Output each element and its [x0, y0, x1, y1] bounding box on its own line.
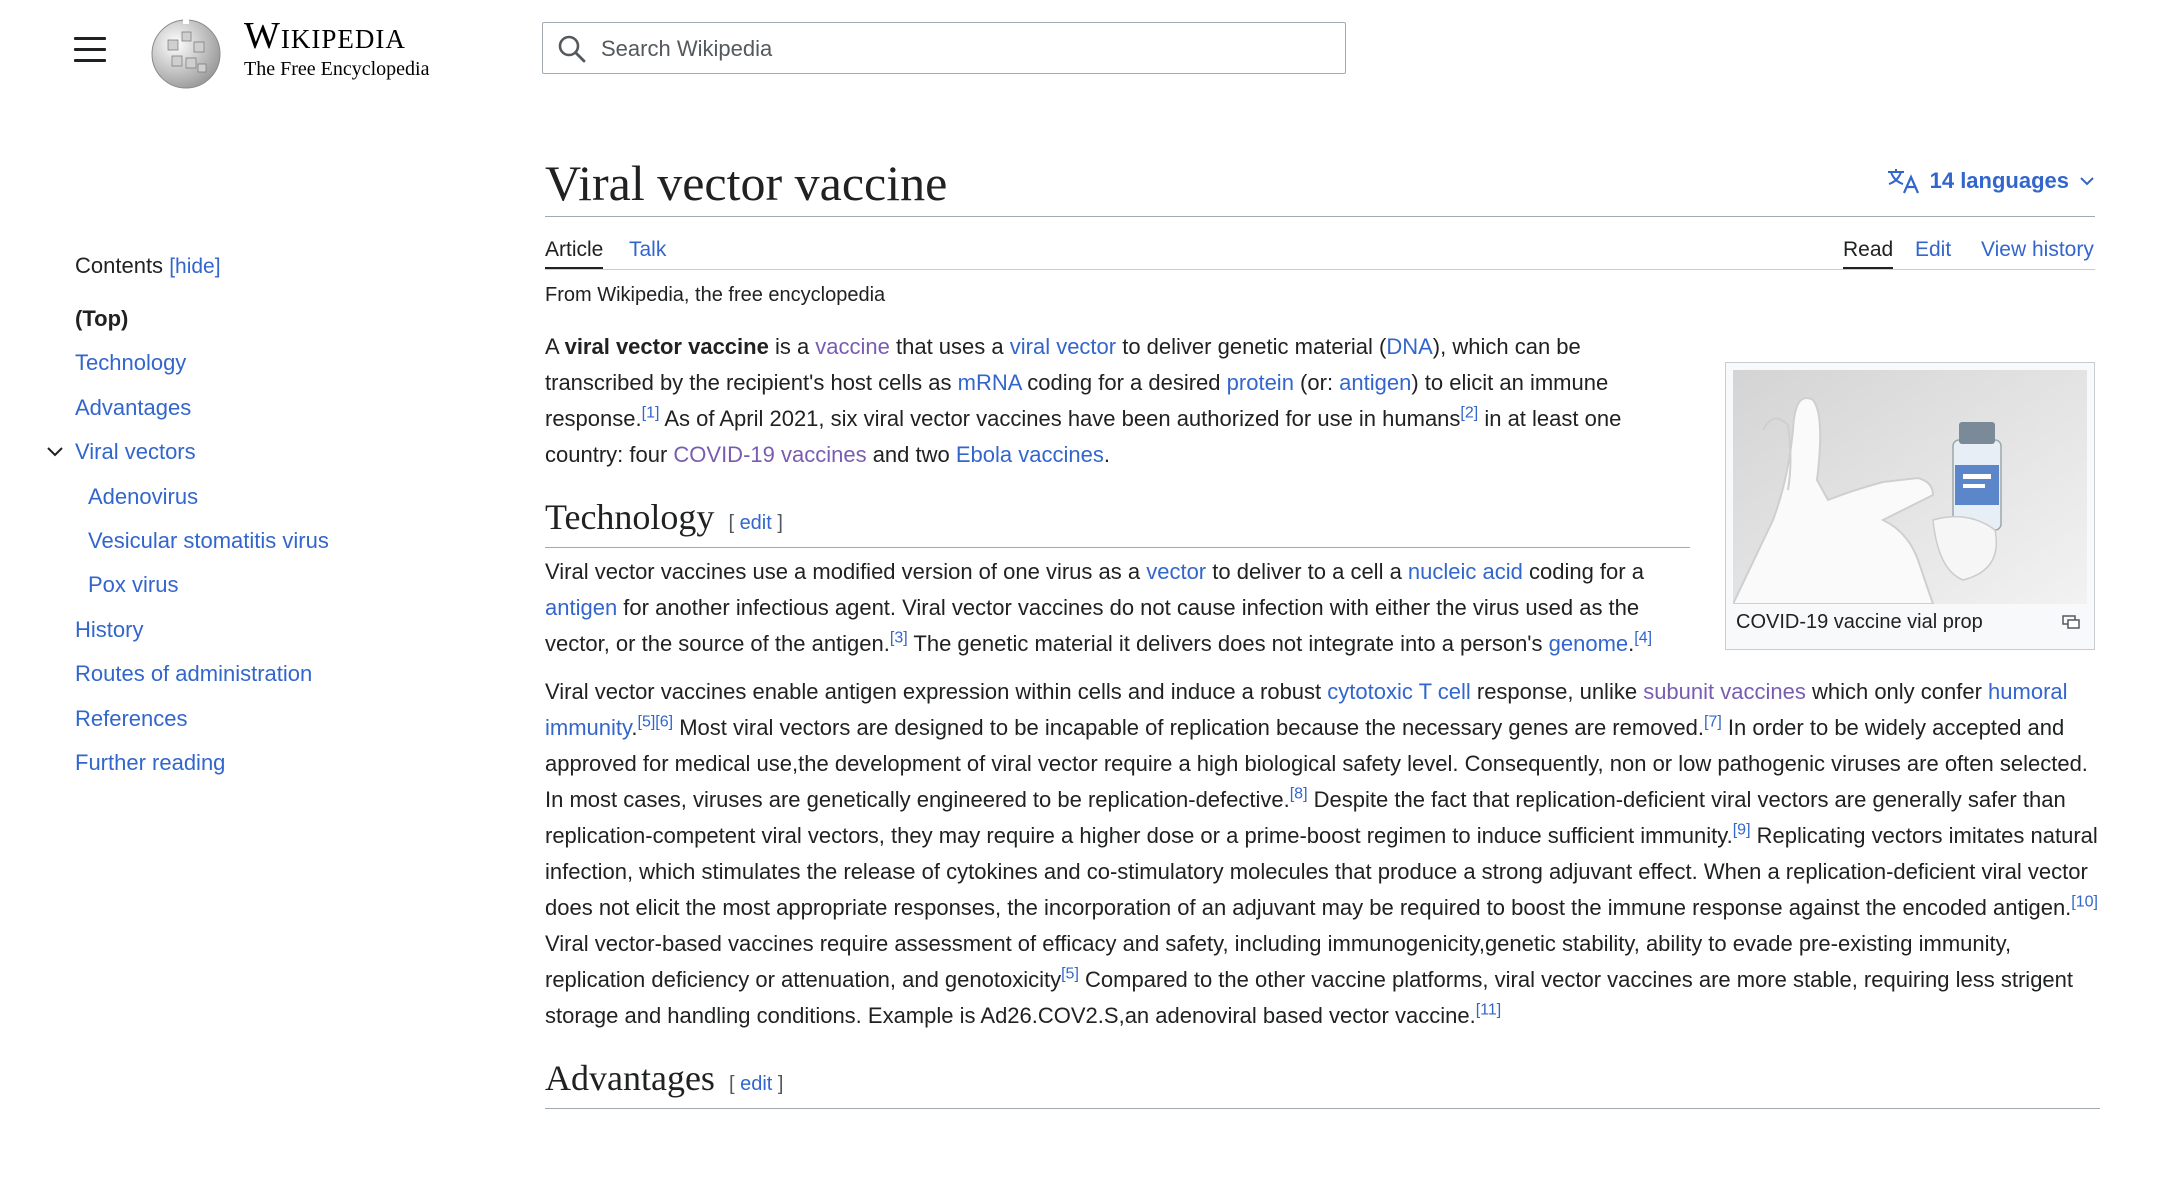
citation[interactable]: [10]	[2071, 893, 2098, 911]
toc-item-history[interactable]: History	[75, 616, 144, 642]
section-edit-link[interactable]: edit	[740, 1073, 773, 1095]
citation[interactable]: [2]	[1460, 404, 1479, 422]
enlarge-icon[interactable]	[2062, 615, 2080, 629]
section-title: Advantages	[545, 1058, 715, 1098]
toc-item-adenovirus[interactable]: Adenovirus	[88, 483, 199, 509]
tab-read[interactable]: Read	[1843, 237, 1893, 269]
toc-item-routes-of-administration[interactable]: Routes of administration	[75, 661, 313, 687]
link-subunit-vaccines[interactable]: subunit vaccines	[1643, 679, 1806, 704]
citation[interactable]: [4]	[1634, 629, 1653, 647]
tab-article[interactable]: Article	[545, 237, 603, 269]
search-box[interactable]	[542, 22, 1346, 74]
section-heading-advantages	[545, 1054, 2100, 1109]
link-antigen[interactable]: antigen	[545, 595, 618, 620]
link-covid-19-vaccines[interactable]: COVID-19 vaccines	[673, 442, 867, 467]
table-of-contents	[75, 253, 495, 791]
link-nucleic-acid[interactable]: nucleic acid	[1407, 559, 1523, 584]
wikipedia-globe-logo[interactable]	[146, 12, 226, 92]
toc-hide-link[interactable]: [hide]	[169, 255, 221, 278]
hamburger-line	[74, 59, 106, 62]
section-edit: [ edit ]	[728, 512, 783, 534]
toc-hide-label[interactable]: hide	[175, 255, 215, 278]
link-vaccine[interactable]: vaccine	[815, 334, 890, 359]
page-tabs	[545, 217, 2095, 270]
link-ebola-vaccines[interactable]: Ebola vaccines	[955, 442, 1104, 467]
lead-paragraph: A viral vector vaccine is a vaccine that uses a viral vector to deliver genetic material (DNA), which can be transcribed by the recipient's host cells as mRNA coding for a desired protein (or: antigen) to elicit an immune response.[1] As of April 2021, six viral vector vaccines have been authorized for use in humans[2] in at least one country: four COVID-19 vaccines and two Ebola vaccines.	[545, 334, 1622, 467]
toc-title: Contents	[75, 253, 164, 278]
citation[interactable]: [7]	[1704, 713, 1722, 731]
toc-item-viral-vectors[interactable]: Viral vectors	[75, 439, 196, 465]
section-title: Technology	[545, 497, 715, 537]
article-figure	[1725, 362, 2095, 650]
citation[interactable]: [5][6]	[637, 713, 674, 731]
hamburger-line	[74, 48, 106, 51]
tab-edit[interactable]: Edit	[1915, 238, 1952, 261]
citation[interactable]: [3]	[889, 629, 908, 647]
link-genome[interactable]: genome	[1548, 631, 1629, 656]
language-selector[interactable]	[1886, 168, 2095, 194]
citation[interactable]: [11]	[1475, 1001, 1502, 1019]
toc-item-top[interactable]: (Top)	[75, 306, 129, 331]
link-mrna[interactable]: mRNA	[957, 370, 1022, 395]
citation[interactable]: [8]	[1289, 785, 1308, 803]
wordmark-text: Wikipedia	[244, 15, 406, 57]
technology-paragraph-1: Viral vector vaccines use a modified version of one virus as a vector to deliver to a cell a nucleic acid coding for a antigen for another infectious agent. Viral vector vaccines do not cause infection with either the virus used as the vector, or the source of the antigen.[3] The genetic material it delivers does not integrate into a person's genome.[4]	[545, 559, 1653, 656]
toc-item-advantages[interactable]: Advantages	[75, 394, 192, 420]
search-input[interactable]	[599, 31, 1323, 67]
wordmark-tagline: The Free Encyclopedia	[244, 58, 430, 80]
tab-view-history[interactable]: View history	[1981, 238, 2094, 261]
main-menu-button[interactable]	[74, 37, 106, 63]
toc-item-pox-virus[interactable]: Pox virus	[88, 572, 179, 598]
section-heading-technology	[545, 493, 1690, 548]
link-antigen[interactable]: antigen	[1339, 370, 1412, 395]
search-icon	[557, 34, 587, 64]
title-bar	[545, 150, 2095, 217]
tab-talk[interactable]: Talk	[629, 238, 667, 261]
link-viral-vector[interactable]: viral vector	[1009, 334, 1117, 359]
citation[interactable]: [1]	[641, 404, 660, 422]
toc-item-further-reading[interactable]: Further reading	[75, 749, 226, 775]
technology-paragraph-2: Viral vector vaccines enable antigen expression within cells and induce a robust cytotoxic T cell response, unlike subunit vaccines which only confer humoral immunity.[5][6] Most viral vectors are designed to be incapable of replication because the necessary genes are removed.[7] In order to be widely accepted and approved for medical use,the development of viral vector require a high biological safety level. Consequently, non or low pathogenic viruses are often selected. In most cases, viruses are genetically engineered to be replication-defective.[8] Despite the fact that replication-deficient viral vectors are generally safer than replication-competent viral vectors, they may require a higher dose or a prime-boost regimen to induce sufficient immunity.[9] Replicating vectors imitates natural infection, which stimulates the release of cytokines and co-stimulatory molecules that produce a strong adjuvant effect. When a replication-deficient viral vector does not elicit the most appropriate responses, the incorporation of an adjuvant may be required to boost the immune response against the encoded antigen.[10] Viral vector-based vaccines require assessment of efficacy and safety, including immunogenicity,genetic stability, ability to evade pre-existing immunity, replication deficiency or attenuation, and genotoxicity[5] Compared to the other vaccine platforms, viral vector vaccines are more stable, requiring less strigent storage and handling conditions. Example is Ad26.COV2.S,an adenoviral based vector vaccine.[11]	[545, 679, 2098, 1028]
link-dna[interactable]: DNA	[1386, 334, 1433, 359]
languages-label: 14 languages	[1929, 168, 2069, 193]
section-edit-link[interactable]: edit	[739, 512, 772, 534]
citation[interactable]: [9]	[1732, 821, 1751, 839]
link-humoral-immunity[interactable]: humoral immunity	[545, 679, 2068, 740]
toc-item-references[interactable]: References	[75, 705, 188, 731]
chevron-down-icon[interactable]	[45, 442, 65, 462]
toc-item-vesicular-stomatitis-virus[interactable]: Vesicular stomatitis virus	[88, 527, 329, 553]
vaccine-vial-image[interactable]	[1733, 370, 2087, 604]
site-subtitle: From Wikipedia, the free encyclopedia	[545, 284, 886, 306]
citation[interactable]: [5]	[1061, 965, 1079, 983]
hamburger-line	[74, 37, 106, 40]
link-protein[interactable]: protein	[1226, 370, 1294, 395]
link-cytotoxic-t-cell[interactable]: cytotoxic T cell	[1327, 679, 1471, 704]
page-title: Viral vector vaccine	[545, 155, 948, 211]
wikipedia-wordmark[interactable]	[244, 16, 429, 80]
figure-caption: COVID-19 vaccine vial prop	[1736, 611, 1983, 633]
toc-item-technology[interactable]: Technology	[75, 350, 187, 376]
link-vector[interactable]: vector	[1146, 559, 1207, 584]
toc-header	[75, 253, 495, 279]
section-edit: [ edit ]	[728, 1073, 784, 1095]
translate-icon	[1886, 168, 1920, 194]
chevron-down-icon	[2079, 174, 2095, 188]
